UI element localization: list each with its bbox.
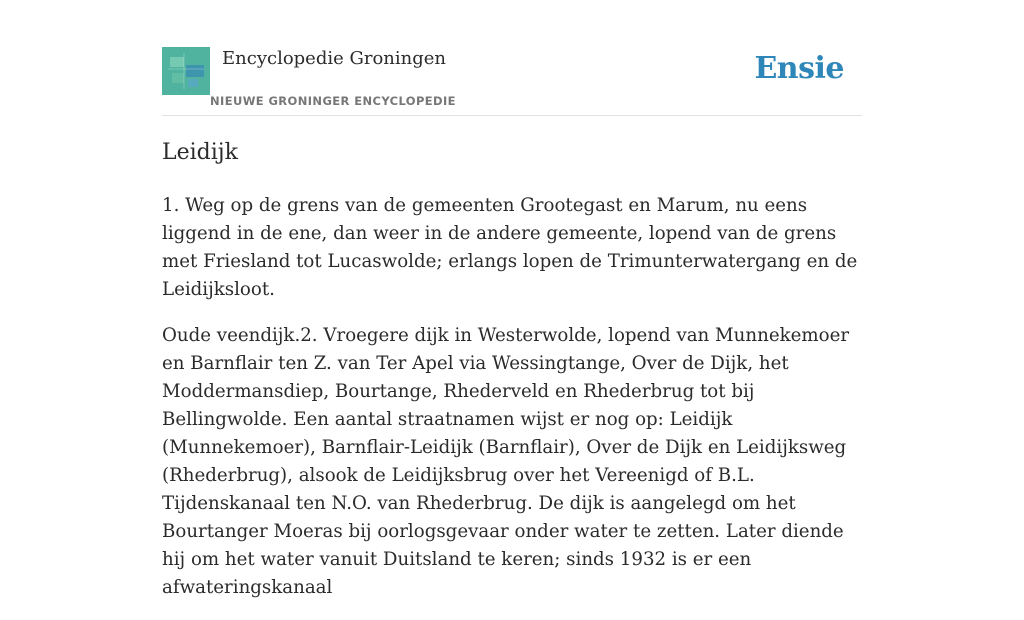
encyclopedia-logo-icon[interactable]: [162, 47, 210, 95]
site-subtitle: NIEUWE GRONINGER ENCYCLOPEDIE: [210, 94, 456, 108]
article-paragraph: Oude veendijk.2. Vroegere dijk in Westerwolde, lopend van Munnekemoer en Barnflair ten Z. van Ter Apel via Wessingtange, Over de Dijk, het Moddermansdiep, Bourtange, Rhederveld en Rhederbrug tot bij Bellingwolde. Een aantal straatnamen wijst er nog op: Leidijk (Munnekemoer), Barnflair-Leidijk (Barnflair), Over de Dijk en Leidijksweg (Rhederbrug), alsook de Leidijksbrug over het Vereenigd of B.L. Tijdenskanaal ten N.O. van Rhederbrug. De dijk is aangelegd om het Bourtanger Moeras bij oorlogsgevaar onder water te zetten. Later diende hij om het water vanuit Duitsland te keren; sinds 1932 is er een afwateringskanaal: [162, 325, 850, 598]
article-body: [162, 192, 862, 620]
article-paragraph: 1. Weg op de grens van de gemeenten Grootegast en Marum, nu eens liggend in de ene, dan weer in de andere gemeente, lopend van de grens met Friesland tot Lucaswolde; erlangs lopen de Trimunterwatergang en de Leidijksloot.: [162, 195, 858, 300]
ensie-brand-logo[interactable]: Ensie: [754, 51, 844, 86]
site-title-link[interactable]: Encyclopedie Groningen: [222, 48, 447, 69]
page-title: Leidijk: [162, 140, 238, 165]
site-header: [162, 45, 862, 116]
